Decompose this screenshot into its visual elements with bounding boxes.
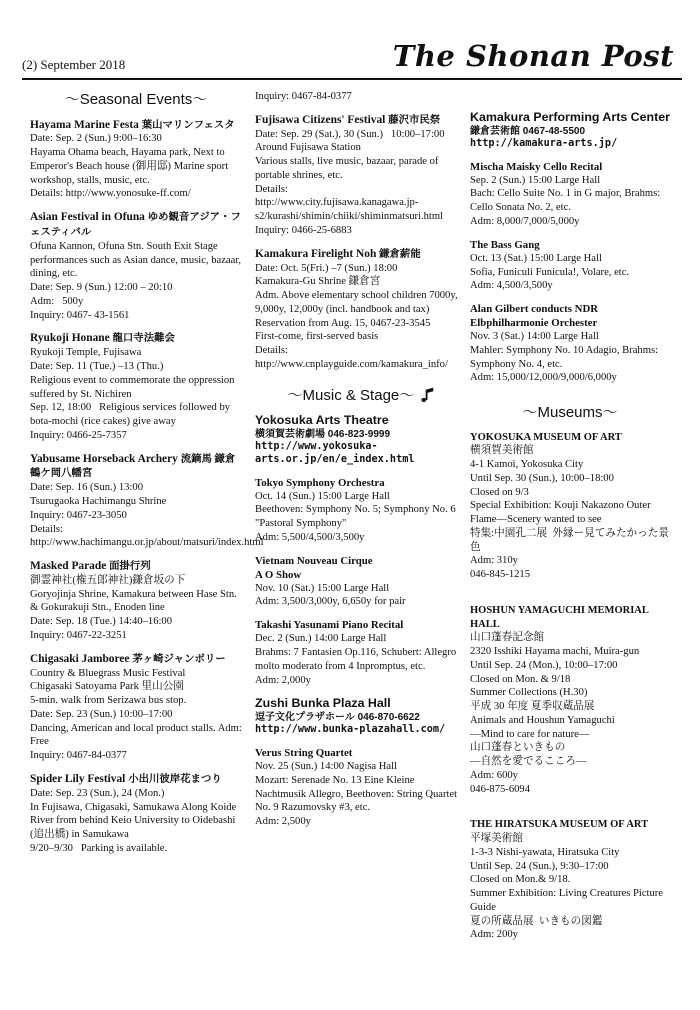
event-detail-line: Details: — [255, 183, 288, 195]
performance-subtitle: A O Show — [255, 568, 302, 581]
event-detail-line: Inquiry: 0467-22-3251 — [30, 629, 127, 641]
performance-detail-line: Dec. 2 (Sun.) 14:00 Large Hall — [255, 633, 387, 645]
seasonal-events-heading: ～Seasonal Events～ — [64, 91, 208, 108]
museum-detail-line: 平成 30 年度 夏季収蔵品展 — [470, 701, 595, 713]
event-item — [30, 452, 264, 550]
event-title-text: Masked Parade — [30, 560, 107, 573]
venue-name: Yokosuka Arts Theatre — [255, 413, 389, 428]
event-detail-line: Date: Sep. 18 (Tue.) 14:40–16:00 — [30, 616, 173, 628]
event-detail-line: First-come, first-served basis — [255, 331, 379, 343]
performance-item — [255, 476, 467, 545]
museum-detail-line: Until Sep. 24 (Sun.), 9:30–17:00 — [470, 860, 609, 872]
museum-detail-line: Special Exhibition: Kouji Nakazono Outer Flame—Scenery wanted to see — [470, 500, 654, 526]
venue-name: Kamakura Performing Arts Center — [470, 110, 670, 124]
event-detail-line: Date: Sep. 11 (Tue.) –13 (Thu.) — [30, 361, 164, 372]
event-detail-line: Date: Sep. 2 (Sun.) 9:00–16:30 — [30, 133, 162, 145]
event-detail-line: Inquiry: 0466-25-6883 — [255, 224, 352, 236]
event-detail-line: Chigasaki Satoyama Park 里山公園 — [30, 681, 184, 693]
event-title — [30, 559, 242, 574]
performance-item — [255, 746, 467, 829]
event-detail-line: Date: Sep. 23 (Sun.) 10:00–17:00 — [30, 708, 173, 720]
performance-item — [470, 302, 670, 385]
event-detail-line: 御霊神社(権五郎神社)鎌倉坂の下 — [30, 574, 186, 586]
museum-item — [470, 818, 670, 942]
event-detail-line: Hayama Ohama beach, Hayama park, Next to Emperor's Beach house (御用邸) Marine sport workshop, stalls, music, etc. — [30, 147, 231, 186]
performance-detail-line: Adm: 2,000y — [255, 674, 311, 686]
inquiry-line: Inquiry: 0467-84-0377 — [255, 91, 352, 102]
event-title — [30, 452, 242, 482]
event-detail-line: Dancing, American and local product stalls. Adm: Free — [30, 722, 245, 748]
event-title — [30, 772, 242, 787]
event-title-text: Spider Lily Festival — [30, 772, 126, 785]
museum-detail-line: 夏の所蔵品展 いきもの図鑑 — [470, 915, 603, 927]
event-title-jp: 鎌倉薪能 — [379, 248, 421, 260]
event-title-jp: 小出川彼岸花まつり — [128, 773, 222, 785]
museum-detail-line: Adm: 200y — [470, 929, 518, 941]
event-title-text: Asian Festival in Ofuna — [30, 211, 145, 224]
event-detail-line: Details: http://www.cnplayguide.com/kamakura_info/ — [255, 345, 448, 370]
performance-title: Alan Gilbert conducts NDR Elbphilharmonie Orchester — [470, 303, 599, 330]
museum-detail-line: 2320 Isshiki Hayama machi, Muira-gun — [470, 646, 640, 658]
event-detail-line: Kamakura-Gu Shrine 鎌倉宮 — [255, 276, 381, 288]
museum-detail-line: —Mind to care for nature— — [470, 728, 590, 740]
event-item — [30, 772, 242, 856]
event-detail-line: Inquiry: 0467-84-0377 — [30, 750, 127, 762]
venue-header — [255, 696, 467, 737]
museum-title: HOSHUN YAMAGUCHI MEMORIAL HALL — [470, 604, 649, 630]
performance-detail-line: Mahler: Symphony No. 10 Adagio, Brahms: Symphony No. 4, etc. — [470, 344, 661, 370]
carryover-inquiry — [255, 90, 467, 104]
event-item — [30, 118, 242, 202]
event-detail-line: Various stalls, live music, bazaar, parade of portable shrines, etc. — [255, 156, 442, 181]
event-detail-line: Around Fujisawa Station — [255, 142, 361, 154]
event-detail-line: Tsurugaoka Hachimangu Shrine — [30, 496, 167, 508]
music-stage-heading-text: ～Music & Stage～ — [287, 386, 415, 404]
event-title-jp: 葉山マリンフェスタ — [141, 119, 235, 131]
performance-detail-line: Adm: 8,000/7,000/5,000y — [470, 215, 580, 227]
event-title — [255, 113, 467, 128]
event-item — [255, 113, 467, 238]
event-detail-line: Inquiry: 0467-23-3050 — [30, 509, 127, 521]
performance-item — [470, 238, 670, 293]
event-detail-line: Adm. Above elementary school children 7000y, 9,000y, 12,000y (incl. handbook and tax) — [255, 290, 461, 315]
event-detail-line: Date: Sep. 9 (Sun.) 12:00 – 20:10 — [30, 282, 173, 294]
event-detail-line: Details: — [30, 523, 63, 535]
masthead — [22, 36, 682, 80]
venue-header — [470, 110, 670, 151]
kamakura-venue — [470, 110, 670, 385]
event-detail-line: Goryojinja Shrine, Kamakura between Hase Stn. & Gokurakuji Stn., Enoden line — [30, 588, 240, 614]
event-title-jp: 面掛行列 — [109, 561, 151, 573]
museums-heading: ～Museums～ — [522, 404, 618, 422]
event-detail-line: Date: Sep. 29 (Sat.), 30 (Sun.) 10:00–17:00 — [255, 128, 445, 140]
museum-title: YOKOSUKA MUSEUM OF ART — [470, 431, 622, 443]
venue-contact: 逗子文化プラザホール 046-870-6622 — [255, 712, 420, 724]
museum-detail-line: Summer Collections (H.30) — [470, 687, 588, 699]
music-venues-list — [255, 413, 467, 829]
event-title — [30, 118, 242, 133]
event-detail-line: Details: http://www.yonosuke-ff.com/ — [30, 188, 191, 200]
event-item — [30, 210, 242, 322]
museum-item — [470, 431, 670, 582]
performance-item — [255, 554, 467, 610]
venue-url: http://www.bunka-plazahall.com/ — [255, 724, 446, 736]
event-title — [30, 331, 242, 346]
venue-contact: 鎌倉芸術館 0467-48-5500 — [470, 125, 586, 137]
performance-detail-line: Sofia, Funiculi Funicula!, Volare, etc. — [470, 266, 630, 278]
event-detail-line: Inquiry: 0466-25-7357 — [30, 429, 127, 441]
museum-detail-line: 046-845-1215 — [470, 569, 531, 581]
event-item — [30, 559, 242, 643]
museum-detail-line: Closed on 9/3 — [470, 486, 529, 498]
performance-detail-line: Adm: 4,500/3,500y — [470, 280, 553, 292]
event-title-text: Fujisawa Citizens' Festival — [255, 113, 386, 126]
newspaper-title: The Shonan Post — [392, 39, 674, 74]
event-detail-line: Inquiry: 0467- 43-1561 — [30, 309, 130, 321]
event-detail-line: Religious event to commemorate the oppression suffered by St. Nichiren — [30, 374, 238, 400]
event-title-jp: ゆめ観音アジア・フェスティバル — [30, 212, 241, 238]
performance-item — [255, 618, 467, 687]
seasonal-events-list — [30, 118, 264, 856]
music-note-icon — [422, 388, 434, 402]
issue-label: (2) September 2018 — [22, 57, 126, 73]
event-title-jp: 龍口寺法難会 — [112, 333, 175, 345]
museum-title-jp: 山口蓬春記念館 — [470, 632, 545, 644]
performance-title: Vietnam Nouveau Cirque — [255, 554, 373, 567]
event-detail-line: http://www.hachimangu.or.jp/about/matsuri/index.html — [30, 537, 264, 549]
music-stage-heading — [255, 386, 467, 406]
museums-list — [470, 431, 670, 943]
performance-title: Mischa Maisky Cello Recital — [470, 160, 603, 173]
event-title-jp: 茅ヶ崎ジャンボリー — [132, 653, 226, 665]
performance-detail-line: Adm: 15,000/12,000/9,000/6,000y — [470, 372, 617, 384]
event-title-jp: 藤沢市民祭 — [388, 114, 441, 126]
performance-detail-line: Sep. 2 (Sun.) 15:00 Large Hall — [470, 174, 601, 186]
museum-title: THE HIRATSUKA MUSEUM OF ART — [470, 819, 649, 831]
performance-detail-line: Brahms: 7 Fantasien Op.116, Schubert: Allegro molto moderato from 4 Inpromptus, etc. — [255, 647, 459, 672]
performance-item — [470, 160, 670, 229]
performance-title: Verus String Quartet — [255, 746, 353, 759]
event-title-text: Hayama Marine Festa — [30, 118, 139, 131]
performance-title: Tokyo Symphony Orchestra — [255, 476, 385, 489]
performance-detail-line: Adm: 3,500/3,000y, 6,650y for pair — [255, 596, 406, 608]
museum-detail-line: Summer Exhibition: Living Creatures Picture Guide — [470, 888, 666, 913]
event-detail-line: Ryukoji Temple, Fujisawa — [30, 347, 142, 359]
museum-detail-line: Adm: 600y — [470, 769, 518, 781]
museum-detail-line: —自然を愛でるこころ— — [470, 756, 587, 768]
museum-detail-line: 山口蓬春といきもの — [470, 742, 566, 754]
performance-detail-line: Oct. 14 (Sun.) 15:00 Large Hall — [255, 490, 390, 502]
venue-name: Zushi Bunka Plaza Hall — [255, 696, 391, 711]
event-title — [255, 247, 467, 262]
performance-detail-line: Adm: 2,500y — [255, 816, 311, 828]
performance-detail-line: Nov. 10 (Sat.) 15:00 Large Hall — [255, 582, 390, 594]
event-title — [30, 652, 242, 667]
museum-detail-line: Closed on Mon.& 9/18. — [470, 874, 571, 886]
event-title-text: Yabusame Horseback Archery — [30, 452, 178, 465]
center-column — [255, 90, 467, 838]
performance-title: Takashi Yasunami Piano Recital — [255, 619, 404, 632]
museum-detail-line: 4-1 Kamoi, Yokosuka City — [470, 459, 584, 471]
venue-header — [255, 413, 467, 466]
museum-title-jp: 横須賀美術館 — [470, 445, 534, 457]
event-detail-line: Sep. 12, 18:00 Religious services followed by bota-mochi (rice cakes) give away — [30, 402, 233, 428]
museum-detail-line: Adm: 310y — [470, 555, 518, 567]
event-item — [255, 247, 467, 372]
performance-detail-line: Adm: 5,500/4,500/3,500y — [255, 531, 365, 543]
performance-title: The Bass Gang — [470, 238, 540, 251]
museum-detail-line: 特集:中園孔二展 外縁ー見てみたかった景色 — [470, 527, 669, 553]
event-detail-line: Date: Oct. 5(Fri.) –7 (Sun.) 18:00 — [255, 262, 398, 274]
right-column — [470, 106, 670, 964]
event-detail-line: 9/20–9/30 Parking is available. — [30, 842, 168, 854]
event-detail-line: Reservation from Aug. 15, 0467-23-3545 — [255, 317, 431, 329]
museum-detail-line: 1-3-3 Nishi-yawata, Hiratsuka City — [470, 846, 620, 858]
event-detail-line: Date: Sep. 16 (Sun.) 13:00 — [30, 482, 143, 494]
event-title — [30, 210, 242, 240]
venue-url: http://www.yokosuka-arts.or.jp/en/e_index.html — [255, 441, 415, 465]
event-item — [30, 331, 242, 442]
event-detail-line: In Fujisawa, Chigasaki, Samukawa Along Koide River from behind Keio University to Oidebashi (追出橋) in Samukawa — [30, 801, 239, 841]
event-detail-line: Adm: 500y — [30, 295, 84, 307]
performance-detail-line: Oct. 13 (Sat.) 15:00 Large Hall — [470, 252, 602, 264]
event-item — [30, 652, 245, 763]
museum-detail-line: Until Sep. 24 (Mon.), 10:00–17:00 — [470, 659, 618, 671]
venue-contact: 横須賀芸術劇場 046-823-9999 — [255, 429, 391, 441]
event-title-text: Kamakura Firelight Noh — [255, 247, 377, 260]
museum-detail-line: Until Sep. 30 (Sun.), 10:00–18:00 — [470, 472, 614, 484]
seasonal-events-column — [30, 86, 264, 865]
museum-item — [470, 604, 670, 796]
event-detail-line: Date: Sep. 23 (Sun.), 24 (Mon.) — [30, 787, 165, 799]
performance-detail-line: Bach: Cello Suite No. 1 in G major, Brahms: Cello Sonata No. 2, etc. — [470, 188, 663, 214]
event-detail-line: http://www.city.fujisawa.kanagawa.jp-s2/kurashi/shimin/chiiki/shiminmatsuri.html — [255, 197, 444, 223]
performance-detail-line: Beethoven: Symphony No. 5; Symphony No. 6 "Pastoral Symphony" — [255, 504, 459, 530]
event-title-jp: 流鏑馬 鎌倉鶴ケ岡八幡宮 — [30, 453, 236, 480]
performance-detail-line: Nov. 25 (Sun.) 14:00 Nagisa Hall — [255, 760, 398, 772]
museum-detail-line: Closed on Mon. & 9/18 — [470, 673, 571, 685]
event-title-text: Ryukoji Honane — [30, 332, 110, 345]
museum-detail-line: 046-875-6094 — [470, 783, 531, 795]
event-detail-line: Country & Bluegrass Music Festival — [30, 667, 186, 679]
museum-title-jp: 平塚美術館 — [470, 833, 523, 845]
event-title-text: Chigasaki Jamboree — [30, 652, 130, 665]
performance-detail-line: Mozart: Serenade No. 13 Eine Kleine Nachtmusik Allegro, Beethoven: String Quartet No. 9 Razumovsky #3, etc. — [255, 774, 460, 814]
performance-detail-line: Nov. 3 (Sat.) 14:00 Large Hall — [470, 331, 599, 343]
museum-detail-line: Animals and Houshun Yamaguchi — [470, 714, 615, 726]
event-detail-line: 5-min. walk from Serizawa bus stop. — [30, 695, 187, 707]
event-detail-line: Ofuna Kannon, Ofuna Stn. South Exit Stage performances such as Asian dance, music, bazaar, dining, etc. — [30, 240, 244, 280]
more-events-list — [255, 113, 467, 372]
venue-url: http://kamakura-arts.jp/ — [470, 137, 618, 149]
